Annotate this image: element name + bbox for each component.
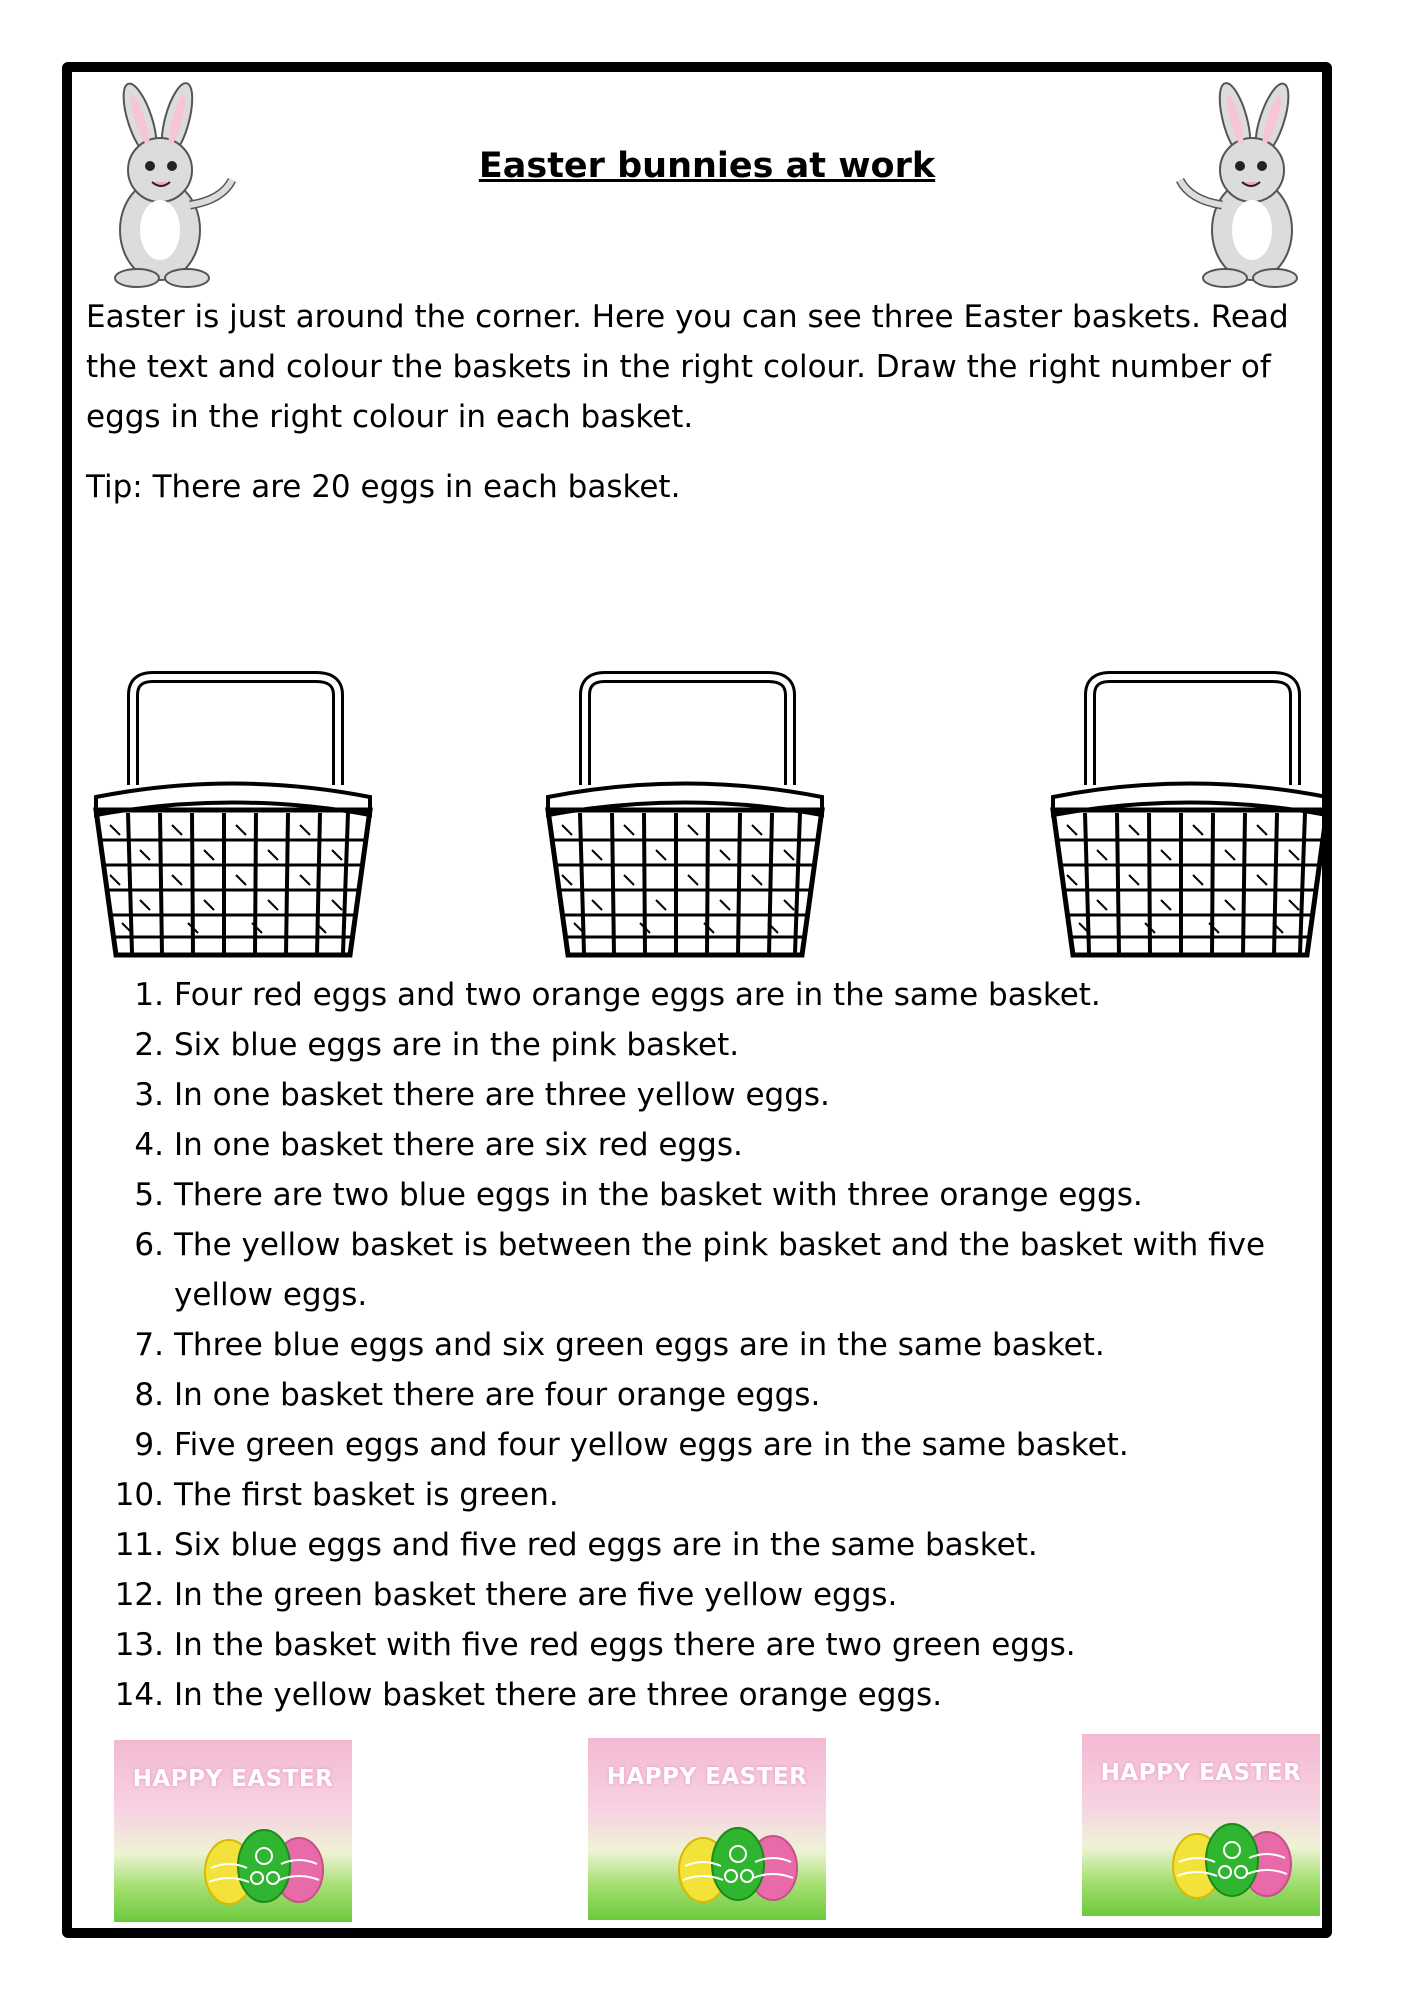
clue-text: The yellow basket is between the pink basket and the basket with five yellow eggs. — [174, 1227, 1266, 1313]
tip-text: Tip: There are 20 eggs in each basket. — [86, 469, 681, 505]
list-item — [110, 1070, 1320, 1120]
basket-1-illustration — [88, 665, 378, 965]
easter-eggs-icon — [1167, 1814, 1297, 1904]
list-item — [110, 1570, 1320, 1620]
clue-text: Three blue eggs and six green eggs are in the same basket. — [174, 1327, 1105, 1363]
clue-number: 4. — [134, 1127, 164, 1163]
easter-eggs-icon — [199, 1820, 329, 1910]
list-item — [110, 1620, 1320, 1670]
clue-text: In one basket there are six red eggs. — [174, 1127, 743, 1163]
clue-number: 13. — [114, 1627, 164, 1663]
clue-text: There are two blue eggs in the basket with three orange eggs. — [174, 1177, 1143, 1213]
clue-text: In one basket there are four orange eggs. — [174, 1377, 821, 1413]
happy-easter-card-2 — [588, 1738, 826, 1920]
list-item — [110, 1470, 1320, 1520]
clue-text: In one basket there are three yellow eggs. — [174, 1077, 830, 1113]
list-item — [110, 1220, 1320, 1320]
list-item — [110, 1120, 1320, 1170]
clue-text: In the yellow basket there are three orange eggs. — [174, 1677, 943, 1713]
clue-number: 1. — [134, 977, 164, 1013]
clue-number: 10. — [114, 1477, 164, 1513]
clue-number: 2. — [134, 1027, 164, 1063]
basket-3-illustration — [1045, 665, 1335, 965]
clue-text: The first basket is green. — [174, 1477, 559, 1513]
list-item — [110, 1520, 1320, 1570]
clue-text: Four red eggs and two orange eggs are in the same basket. — [174, 977, 1101, 1013]
clue-text: Six blue eggs are in the pink basket. — [174, 1027, 740, 1063]
clue-text: In the green basket there are five yellow eggs. — [174, 1577, 898, 1613]
list-item — [110, 1020, 1320, 1070]
list-item — [110, 1170, 1320, 1220]
happy-easter-card-1 — [114, 1740, 352, 1922]
list-item — [110, 1370, 1320, 1420]
clue-number: 11. — [114, 1527, 164, 1563]
easter-eggs-icon — [673, 1818, 803, 1908]
clue-number: 14. — [114, 1677, 164, 1713]
list-item — [110, 1320, 1320, 1370]
clue-number: 5. — [134, 1177, 164, 1213]
clue-list — [110, 970, 1320, 1720]
clue-number: 6. — [134, 1227, 164, 1263]
clue-number: 7. — [134, 1327, 164, 1363]
happy-easter-card-3 — [1082, 1734, 1320, 1916]
card-greeting: HAPPY EASTER — [132, 1766, 334, 1792]
card-greeting: HAPPY EASTER — [1100, 1760, 1302, 1786]
clue-number: 8. — [134, 1377, 164, 1413]
clue-number: 12. — [114, 1577, 164, 1613]
card-greeting: HAPPY EASTER — [606, 1764, 808, 1790]
clue-text: Five green eggs and four yellow eggs are in the same basket. — [174, 1427, 1129, 1463]
intro-paragraph: Easter is just around the corner. Here you can see three Easter baskets. Read the text and colour the baskets in the right colour. Draw the right number of eggs in the right colour in each basket. — [86, 299, 1289, 435]
clue-text: In the basket with five red eggs there are two green eggs. — [174, 1627, 1076, 1663]
worksheet-title: Easter bunnies at work — [478, 146, 936, 186]
basket-2-illustration — [540, 665, 830, 965]
list-item — [110, 1670, 1320, 1720]
list-item — [110, 1420, 1320, 1470]
clue-text: Six blue eggs and five red eggs are in the same basket. — [174, 1527, 1038, 1563]
clue-number: 3. — [134, 1077, 164, 1113]
list-item — [110, 970, 1320, 1020]
clue-number: 9. — [134, 1427, 164, 1463]
